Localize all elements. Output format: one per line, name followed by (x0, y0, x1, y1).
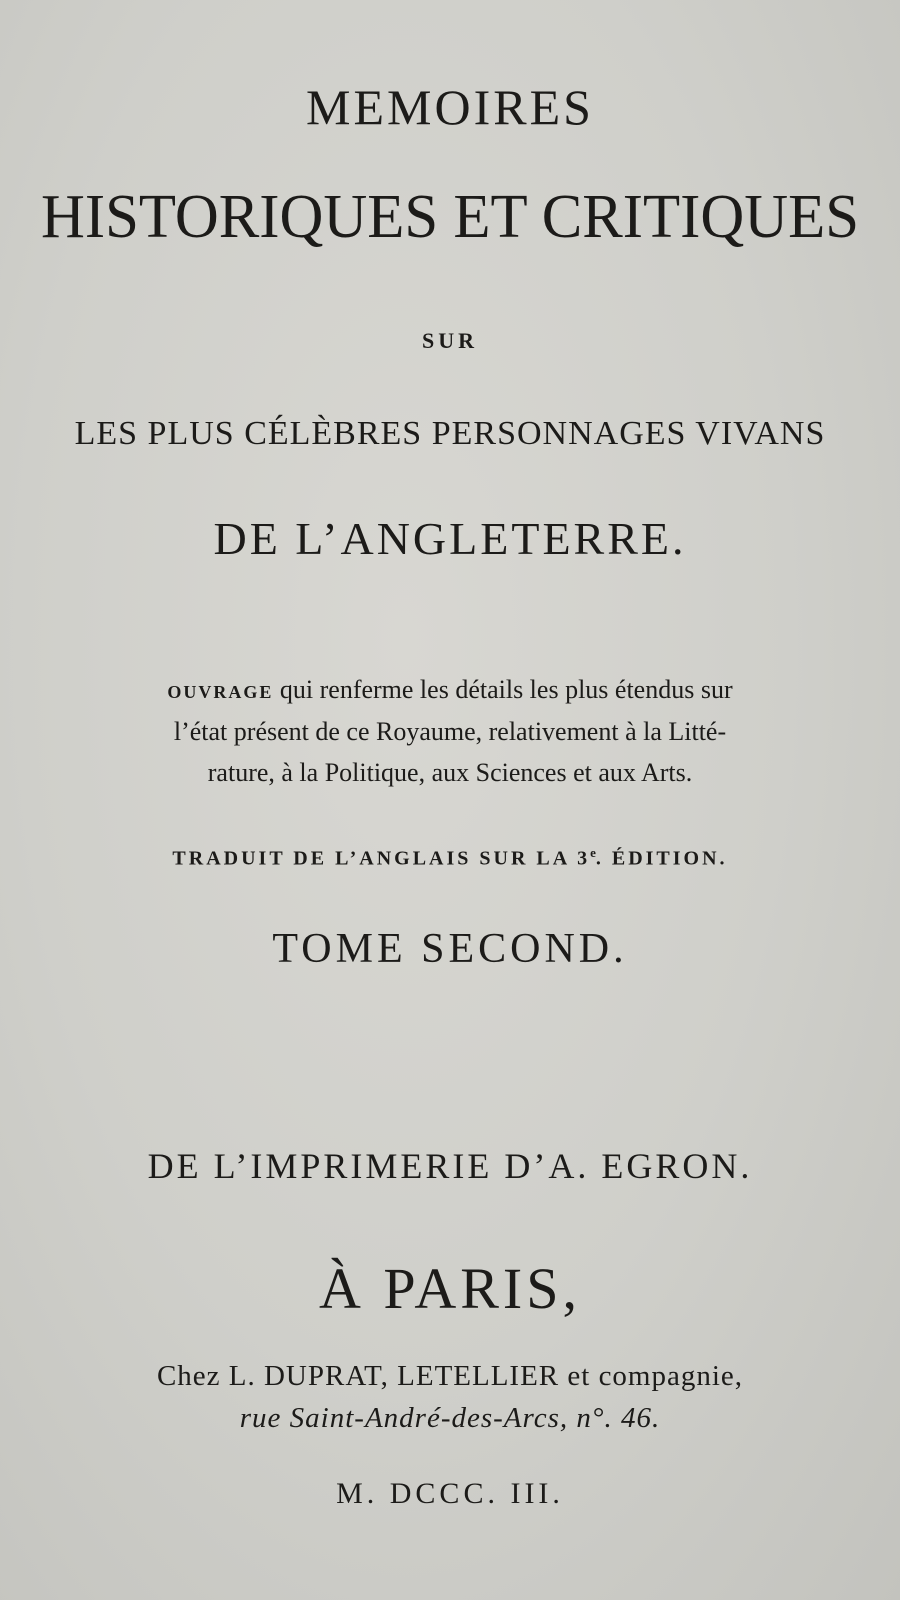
address-line: rue Saint-André-des-Arcs, n°. 46. (239, 1402, 661, 1434)
volume-label: TOME SECOND. (272, 926, 628, 972)
description-line-2: l’état présent de ce Royaume, relativement à la Litté- (173, 717, 727, 746)
printer-line: DE L’IMPRIMERIE D’A. EGRON. (147, 1146, 753, 1186)
description-line-1 (0, 675, 900, 705)
city-line: À PARIS, (319, 1256, 581, 1321)
publication-year: M. DCCC. III. (336, 1477, 564, 1510)
translation-prefix: TRADUIT DE L’ANGLAIS SUR LA 3 (172, 847, 591, 870)
title-line-personnages: LES PLUS CÉLÈBRES PERSONNAGES VIVANS (74, 415, 826, 452)
title-line-memoires: MEMOIRES (306, 79, 594, 135)
translation-superscript: e (590, 845, 596, 860)
description-line-1-text: qui renferme les détails les plus étendus sur (279, 675, 733, 704)
publisher-line: Chez L. DUPRAT, LETELLIER et compagnie, (156, 1360, 744, 1392)
title-line-historiques: HISTORIQUES ET CRITIQUES (40, 183, 860, 251)
title-line-sur: SUR (421, 328, 478, 353)
translation-note (0, 845, 900, 871)
description-line-3: rature, à la Politique, aux Sciences et aux Arts. (207, 758, 693, 787)
description-lead: OUVRAGE (167, 682, 274, 702)
translation-suffix: . ÉDITION. (595, 847, 728, 870)
title-line-angleterre: DE L’ANGLETERRE. (213, 513, 687, 564)
